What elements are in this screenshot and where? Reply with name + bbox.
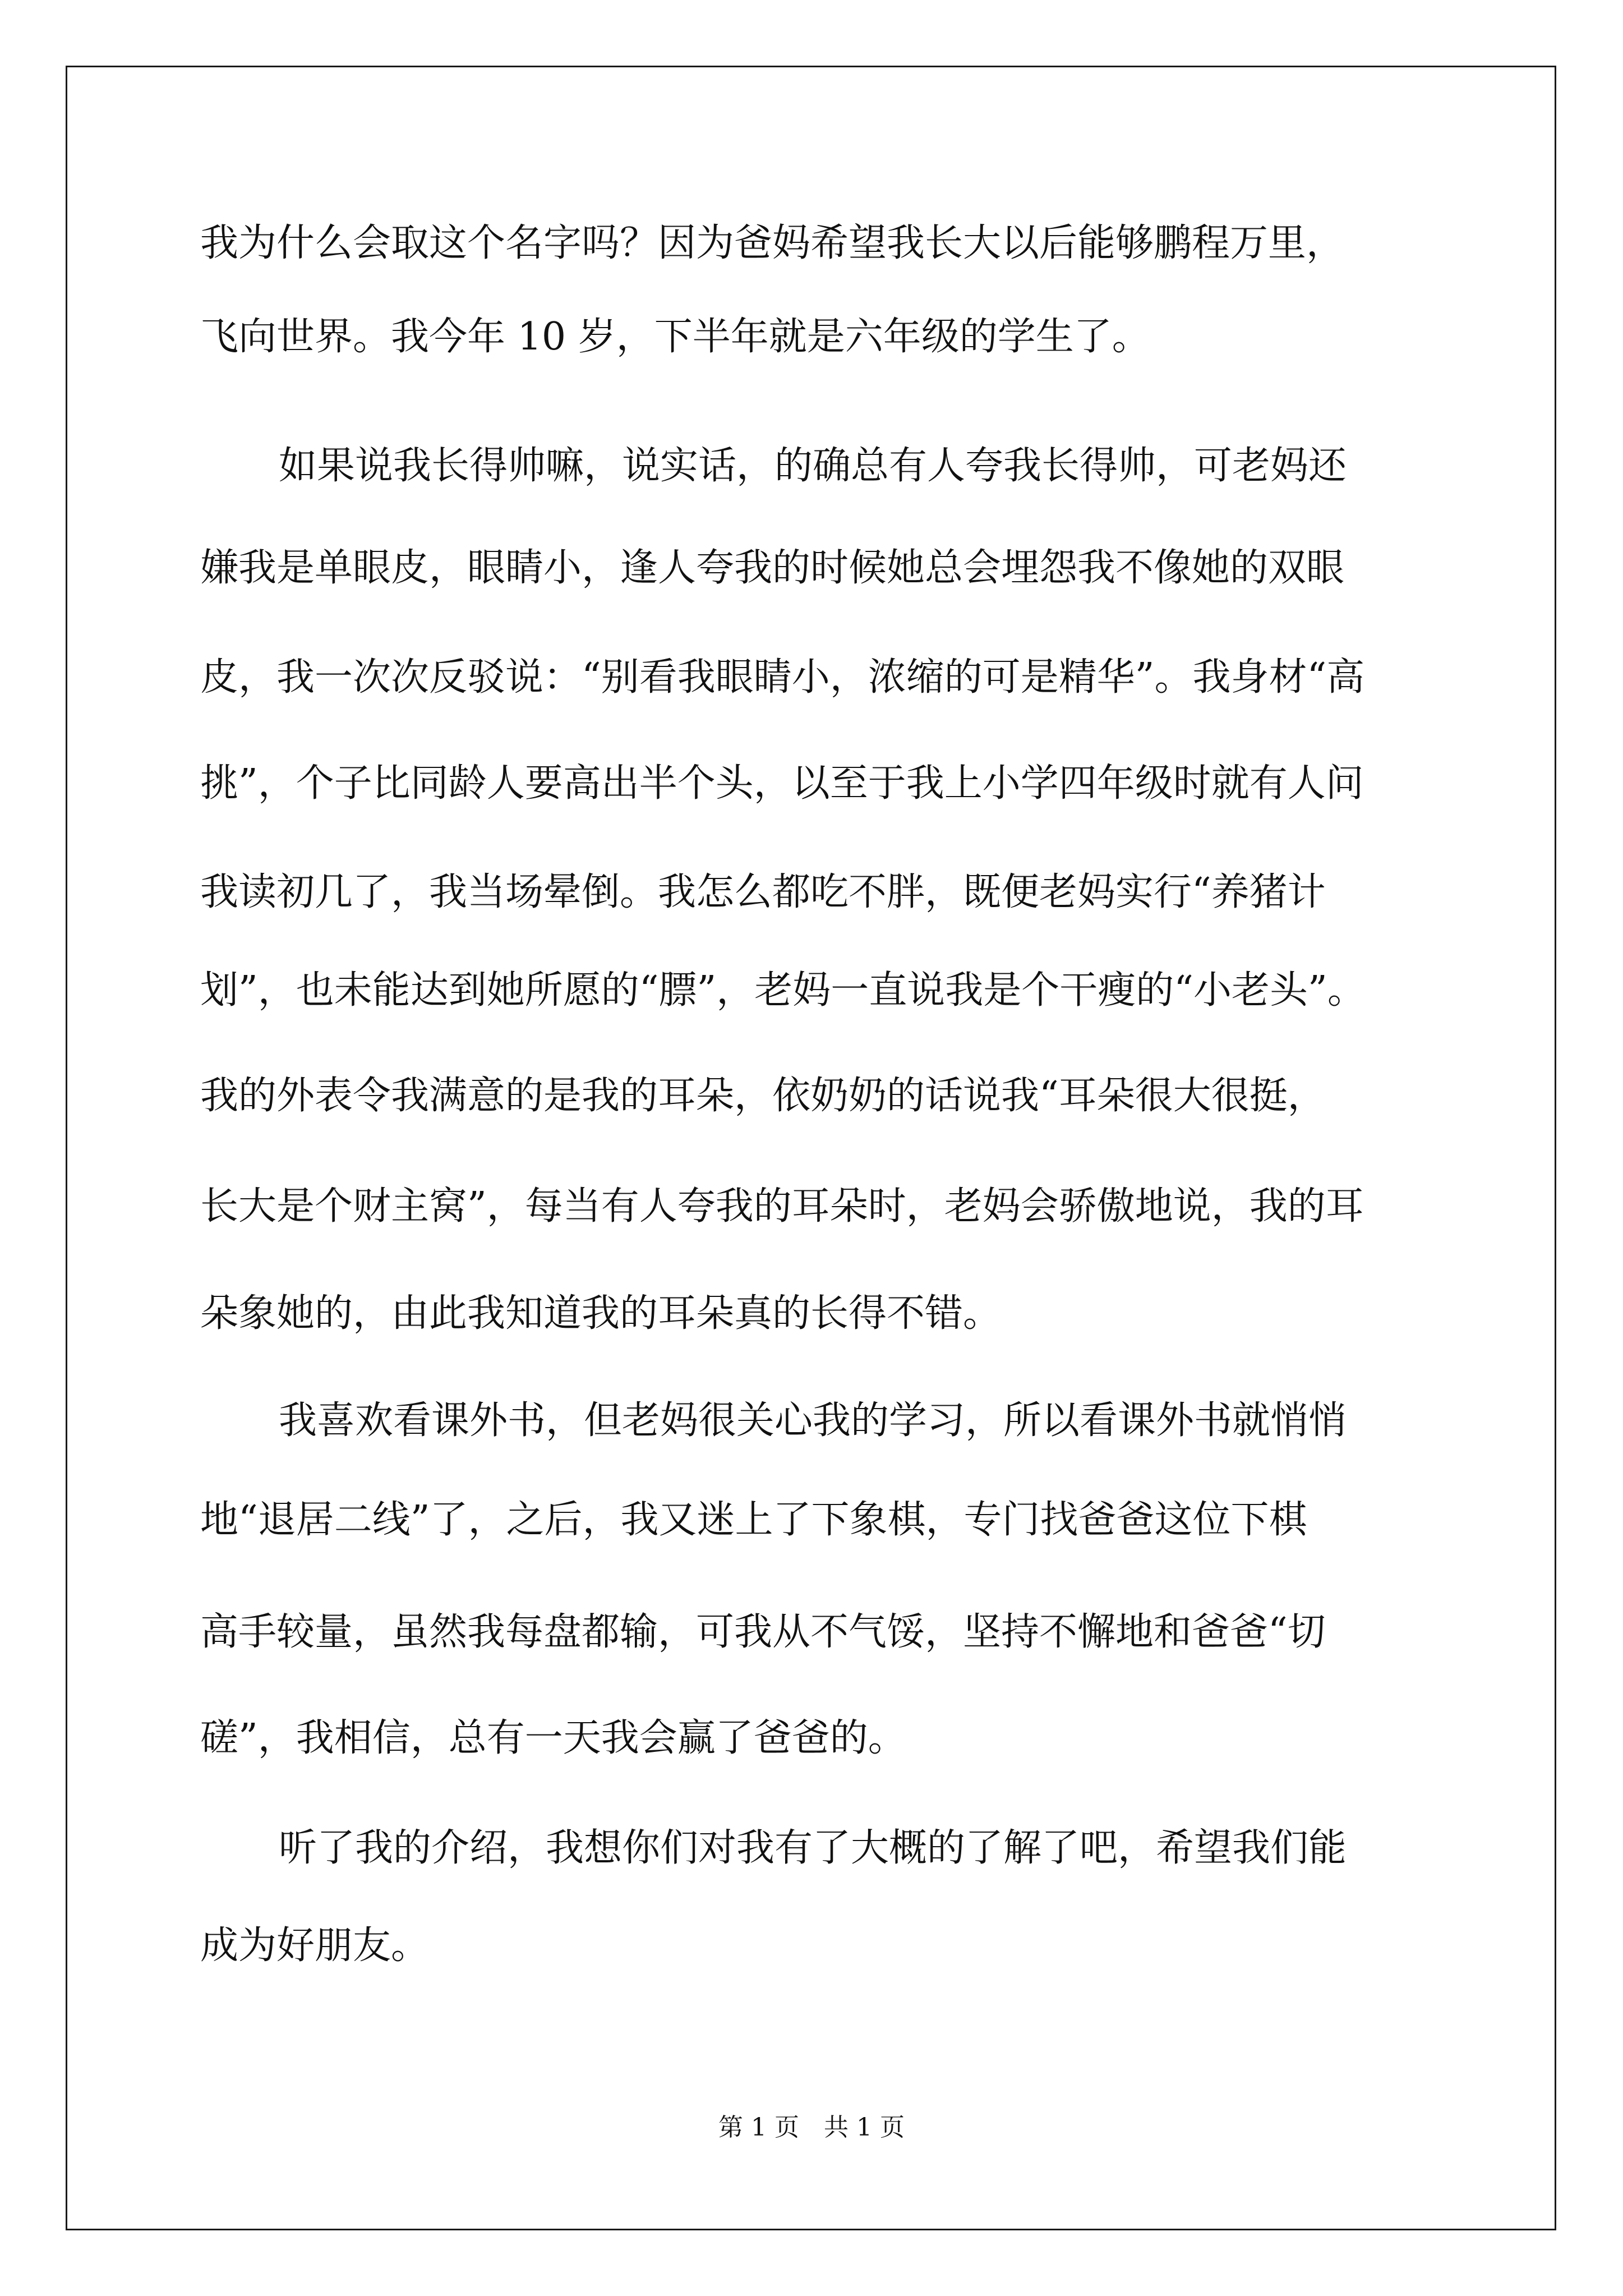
paragraph-first-line: 我喜欢看课外书，但老妈很关心我的学习，所以看课外书就悄悄	[279, 1398, 1347, 1443]
text-line: 我读初几了，我当场晕倒。我怎么都吃不胖，既便老妈实行“养猪计	[200, 870, 1326, 914]
page-border	[66, 66, 1556, 2230]
text-line: 挑”，个子比同龄人要高出半个头，以至于我上小学四年级时就有人问	[200, 761, 1364, 806]
text-line: 地“退居二线”了，之后，我又迷上了下象棋，专门找爸爸这位下棋	[200, 1498, 1307, 1542]
text-line: 嫌我是单眼皮，眼睛小，逢人夸我的时候她总会埋怨我不像她的双眼	[200, 546, 1345, 590]
paragraph-first-line: 如果说我长得帅嘛，说实话，的确总有人夸我长得帅，可老妈还	[279, 444, 1347, 488]
text-line: 高手较量，虽然我每盘都输，可我从不气馁，坚持不懈地和爸爸“切	[200, 1610, 1326, 1654]
page-number: 第 1 页 共 1 页	[718, 2113, 905, 2142]
text-line: 长大是个财主窝”，每当有人夸我的耳朵时，老妈会骄傲地说，我的耳	[200, 1184, 1364, 1228]
text-line: 飞向世界。我今年 10 岁，下半年就是六年级的学生了。	[200, 315, 1150, 359]
text-line: 朵象她的，由此我知道我的耳朵真的长得不错。	[200, 1291, 1002, 1336]
text-line: 成为好朋友。	[200, 1924, 430, 1968]
text-line: 磋”，我相信，总有一天我会赢了爸爸的。	[200, 1716, 906, 1760]
text-line: 划”，也未能达到她所愿的“膘”，老妈一直说我是个干瘦的“小老头”。	[200, 968, 1366, 1013]
paragraph-first-line: 听了我的介绍，我想你们对我有了大概的了解了吧，希望我们能	[279, 1826, 1347, 1870]
text-line: 我为什么会取这个名字吗？因为爸妈希望我长大以后能够鹏程万里，	[200, 221, 1345, 265]
text-line: 皮，我一次次反驳说：“别看我眼睛小，浓缩的可是精华”。我身材“高	[200, 655, 1365, 700]
text-line: 我的外表令我满意的是我的耳朵，依奶奶的话说我“耳朵很大很挺，	[200, 1074, 1326, 1118]
